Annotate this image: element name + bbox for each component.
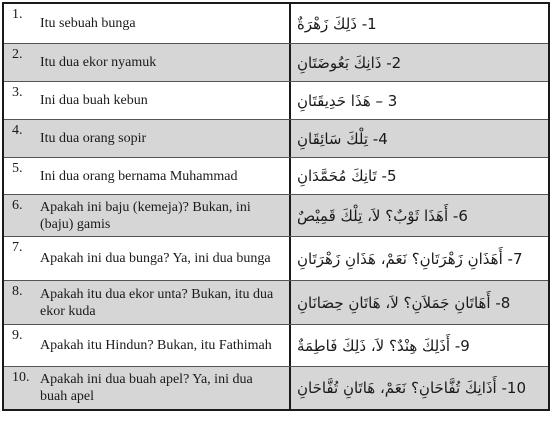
indonesian-text: Itu dua ekor nyamuk (40, 55, 157, 70)
row-number: 2. (12, 47, 23, 62)
arabic-text: 5- تَانِكَ مُحَمَّدَانِ (297, 167, 397, 185)
arabic-cell (291, 120, 548, 157)
indonesian-cell (4, 195, 291, 236)
row-number: 3. (12, 85, 23, 100)
arabic-cell (291, 82, 548, 119)
arabic-cell (291, 44, 548, 81)
indonesian-cell (4, 158, 291, 194)
indonesian-cell (4, 325, 291, 366)
row-number: 5. (12, 161, 23, 176)
indonesian-text: Itu dua orang sopir (40, 131, 147, 146)
arabic-cell (291, 195, 548, 236)
indonesian-text: Apakah ini dua bunga? Ya, ini dua bunga (40, 251, 271, 266)
table-row (4, 81, 548, 119)
indonesian-text: Apakah ini baju (kemeja)? Bukan, ini (baju) gamis (40, 199, 251, 232)
indonesian-text: Apakah itu dua ekor unta? Bukan, itu dua ekor kuda (40, 286, 274, 319)
indonesian-cell (4, 82, 291, 119)
row-number: 8. (12, 284, 23, 299)
table-row (4, 366, 548, 409)
row-number: 6. (12, 198, 23, 213)
arabic-cell (291, 237, 548, 280)
arabic-text: 3 – هَذَا حَدِيقَتَانِ (297, 91, 398, 110)
arabic-text: 4- تِلْكَ سَائِقَانِ (297, 129, 388, 148)
table-row (4, 157, 548, 194)
arabic-cell (291, 367, 548, 409)
indonesian-cell (4, 281, 291, 324)
table-row (4, 280, 548, 324)
row-number: 7. (12, 240, 23, 255)
indonesian-cell (4, 44, 291, 81)
indonesian-cell (4, 120, 291, 157)
table-row (4, 119, 548, 157)
arabic-text: 8- أَهَاتَانِ جَمَلاَنِ؟ لاَ، هَاتَانِ حِصَانَانِ (297, 293, 511, 312)
table-row (4, 236, 548, 280)
indonesian-text: Apakah itu Hindun? Bukan, itu Fathimah (40, 338, 272, 353)
arabic-text: 2- ذَانِكَ بَعُوضَتَانِ (297, 53, 402, 72)
indonesian-text: Ini dua buah kebun (40, 93, 148, 108)
arabic-cell (291, 325, 548, 366)
table-row (4, 43, 548, 81)
indonesian-cell (4, 367, 291, 409)
arabic-text: 1- ذَلِكَ زَهْرَةٌ (297, 14, 377, 33)
row-number: 1. (12, 7, 23, 22)
table-row (4, 194, 548, 236)
indonesian-cell (4, 237, 291, 280)
row-number: 10. (12, 370, 30, 385)
indonesian-text: Itu sebuah bunga (40, 16, 136, 31)
indonesian-cell (4, 4, 291, 43)
table-row (4, 4, 548, 43)
arabic-cell (291, 281, 548, 324)
row-number: 9. (12, 328, 23, 343)
table-row (4, 324, 548, 366)
arabic-cell (291, 4, 548, 43)
indonesian-text: Ini dua orang bernama Muhammad (40, 168, 238, 184)
arabic-text: 9- أَذَلِكَ هِنْدٌ؟ لاَ، ذَلِكَ فَاطِمَةٌ (297, 336, 470, 355)
arabic-cell (291, 158, 548, 194)
translation-table (2, 2, 550, 411)
arabic-text: 10- أَذَانِكَ تُفَّاحَانِ؟ نَعَمْ، هَاتَانِ تُفَّاحَانِ (297, 379, 526, 397)
indonesian-text: Apakah ini dua buah apel? Ya, ini dua buah apel (40, 372, 253, 404)
arabic-text: 7- أَهَذَانِ زَهْرَتَانِ؟ نَعَمْ، هَذَانِ زَهْرَتَانِ (297, 249, 523, 268)
arabic-text: 6- أَهَذَا ثَوْبٌ؟ لاَ، تِلْكَ قَمِيْصٌ (297, 206, 468, 225)
row-number: 4. (12, 123, 23, 138)
